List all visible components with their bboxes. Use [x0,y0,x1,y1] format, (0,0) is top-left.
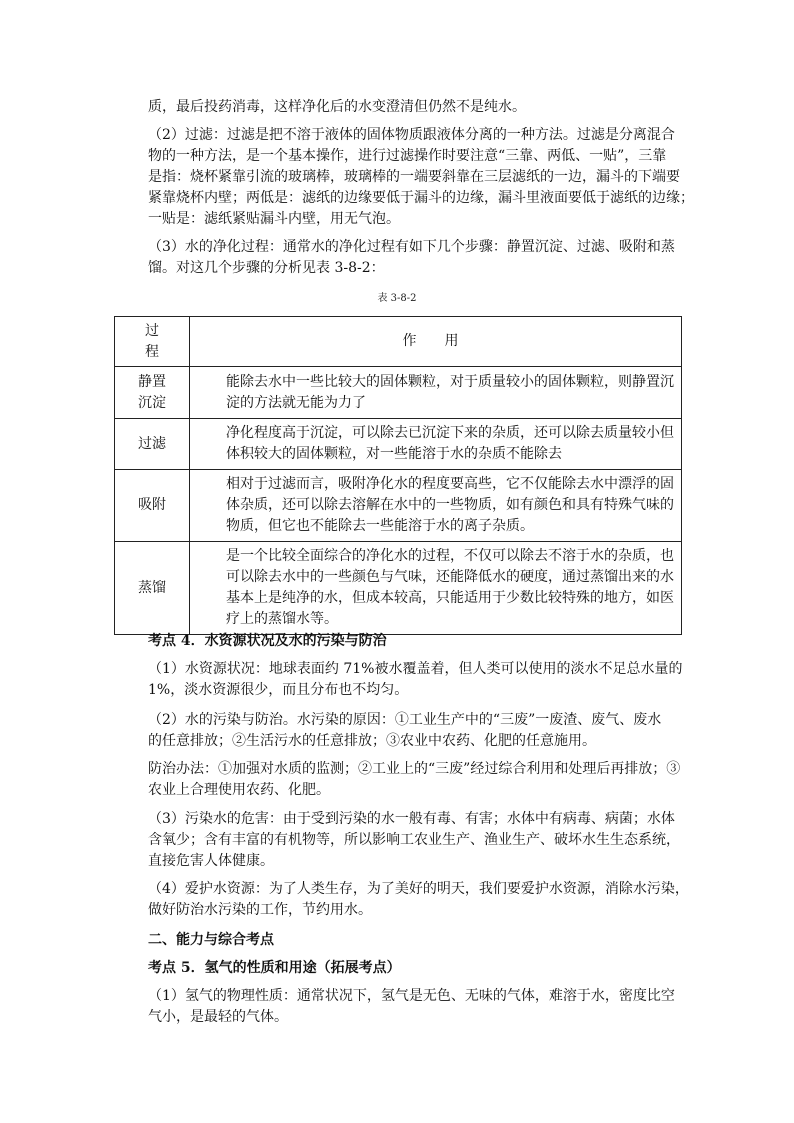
text-line: 是一个比较全面综合的净化水的过程，不仅可以除去不溶于水的杂质，也 [226,548,674,564]
table-row [115,542,682,635]
purification-table [114,316,682,635]
protect-paragraph [148,879,689,921]
point4-heading [148,631,680,652]
text-line: 淀的方法就无能为力了 [226,394,366,411]
process-cell: 过滤 [115,419,190,470]
text-line: （1）氢气的物理性质：通常状况下，氢气是无色、无味的气体，难溶于水，密度比空 [148,988,675,1004]
filtration-paragraph [148,125,694,230]
heading-text: 考点 5．氢气的性质和用途（拓展考点） [148,960,401,976]
text-line: 基本上是纯净的水，但成本较高，只能适用于少数比较特殊的地方，如医 [226,590,674,606]
text-line: 农业上合理使用农药、化肥。 [148,782,330,798]
table-row [115,419,682,470]
text-line: 做好防治水污染的工作，节约用水。 [148,902,372,918]
section2-heading [148,930,680,951]
text-line: 1%，淡水资源很少，而且分布也不均匀。 [148,682,409,698]
text-line: （3）污染水的危害：由于受到污染的水一般有毒、有害；水体中有病毒、病菌；水体 [148,811,675,827]
text-line: （2）过滤：过滤是把不溶于液体的固体物质跟液体分离的一种方法。过滤是分离混合 [148,127,675,143]
text-line: 体积较大的固体颗粒，对一些能溶于水的杂质不能除去 [226,446,562,462]
text-line: 疗上的蒸馏水等。 [226,611,338,627]
header-effect-cell: 作 用 [190,317,682,367]
text-line: （4）爱护水资源：为了人类生存，为了美好的明天，我们要爱护水资源，消除水污染， [148,881,689,897]
table-row [115,470,682,542]
text-line: 质，最后投药消毒，这样净化后的水变澄清但仍然不是纯水。 [148,99,526,115]
prevention-paragraph [148,759,680,801]
header-process-cell [115,317,190,367]
purification-paragraph [148,237,680,279]
text-line: 是指：烧杯紧靠引流的玻璃棒，玻璃棒的一端要斜靠在三层滤纸的一边，漏斗的下端要 [148,169,680,185]
text-line: 气小，是最轻的气体。 [148,1009,288,1025]
intro-paragraph [148,97,680,118]
process-cell [115,367,190,419]
process-text: 静置 [138,373,166,390]
text-line: 物的一种方法，是一个基本操作，进行过滤操作时要注意“三靠、两低、一贴”，三靠 [148,148,667,164]
process-text: 沉淀 [138,394,166,411]
text-line: （3）水的净化过程：通常水的净化过程有如下几个步骤：静置沉淀、过滤、吸附和蒸 [148,239,675,255]
harm-paragraph [148,809,680,872]
heading-text: 考点 4．水资源状况及水的污染与防治 [148,633,387,649]
table-header-row [115,317,682,367]
text-line: 体杂质，还可以除去溶解在水中的一些物质，如有颜色和具有特殊气味的 [226,497,674,513]
text-line: （1）水资源状况：地球表面约 71%被水覆盖着，但人类可以使用的淡水不足总水量的 [148,661,683,677]
hydrogen-paragraph [148,986,680,1028]
table-caption: 表 3-8-2 [377,293,417,304]
pollution-paragraph [148,710,680,752]
water-status-paragraph [148,659,683,701]
effect-cell [190,419,682,470]
text-line: 能除去水中一些比较大的固体颗粒，对于质量较小的固体颗粒，则静置沉 [226,373,674,390]
text-line: 物质，但它也不能除去一些能溶于水的离子杂质。 [226,518,534,534]
text-line: 的任意排放；②生活污水的任意排放；③农业中农药、化肥的任意施用。 [148,733,596,749]
effect-cell [190,470,682,542]
header-process-text: 过 [145,322,159,339]
process-cell: 蒸馏 [115,542,190,635]
text-line: 馏。对这几个步骤的分析见表 3-8-2： [148,260,385,276]
text-line: （2）水的污染与防治。水污染的原因：①工业生产中的“三废”一废渣、废气、废水 [148,712,662,728]
heading-text: 二、能力与综合考点 [148,932,274,948]
text-line: 含氧少；含有丰富的有机物等，所以影响工农业生产、渔业生产、破坏水生生态系统， [148,832,680,848]
text-line: 防治办法：①加强对水质的监测；②工业上的“三废”经过综合利用和处理后再排放；③ [148,761,681,777]
point5-heading [148,958,680,979]
text-line: 直接危害人体健康。 [148,853,274,869]
effect-cell [190,367,682,419]
text-line: 可以除去水中的一些颜色与气味，还能降低水的硬度，通过蒸馏出来的水 [226,569,674,585]
text-line: 一贴是：滤纸紧贴漏斗内壁，用无气泡。 [148,211,400,227]
text-line: 相对于过滤而言，吸附净化水的程度要高些，它不仅能除去水中漂浮的固 [226,476,674,492]
text-line: 净化程度高于沉淀，可以除去已沉淀下来的杂质，还可以除去质量较小但 [226,425,674,441]
effect-cell [190,542,682,635]
table-row [115,367,682,419]
process-cell: 吸附 [115,470,190,542]
header-process-text: 程 [145,343,159,360]
text-line: 紧靠烧杯内壁；两低是：滤纸的边缘要低于漏斗的边缘，漏斗里液面要低于滤纸的边缘； [148,190,694,206]
